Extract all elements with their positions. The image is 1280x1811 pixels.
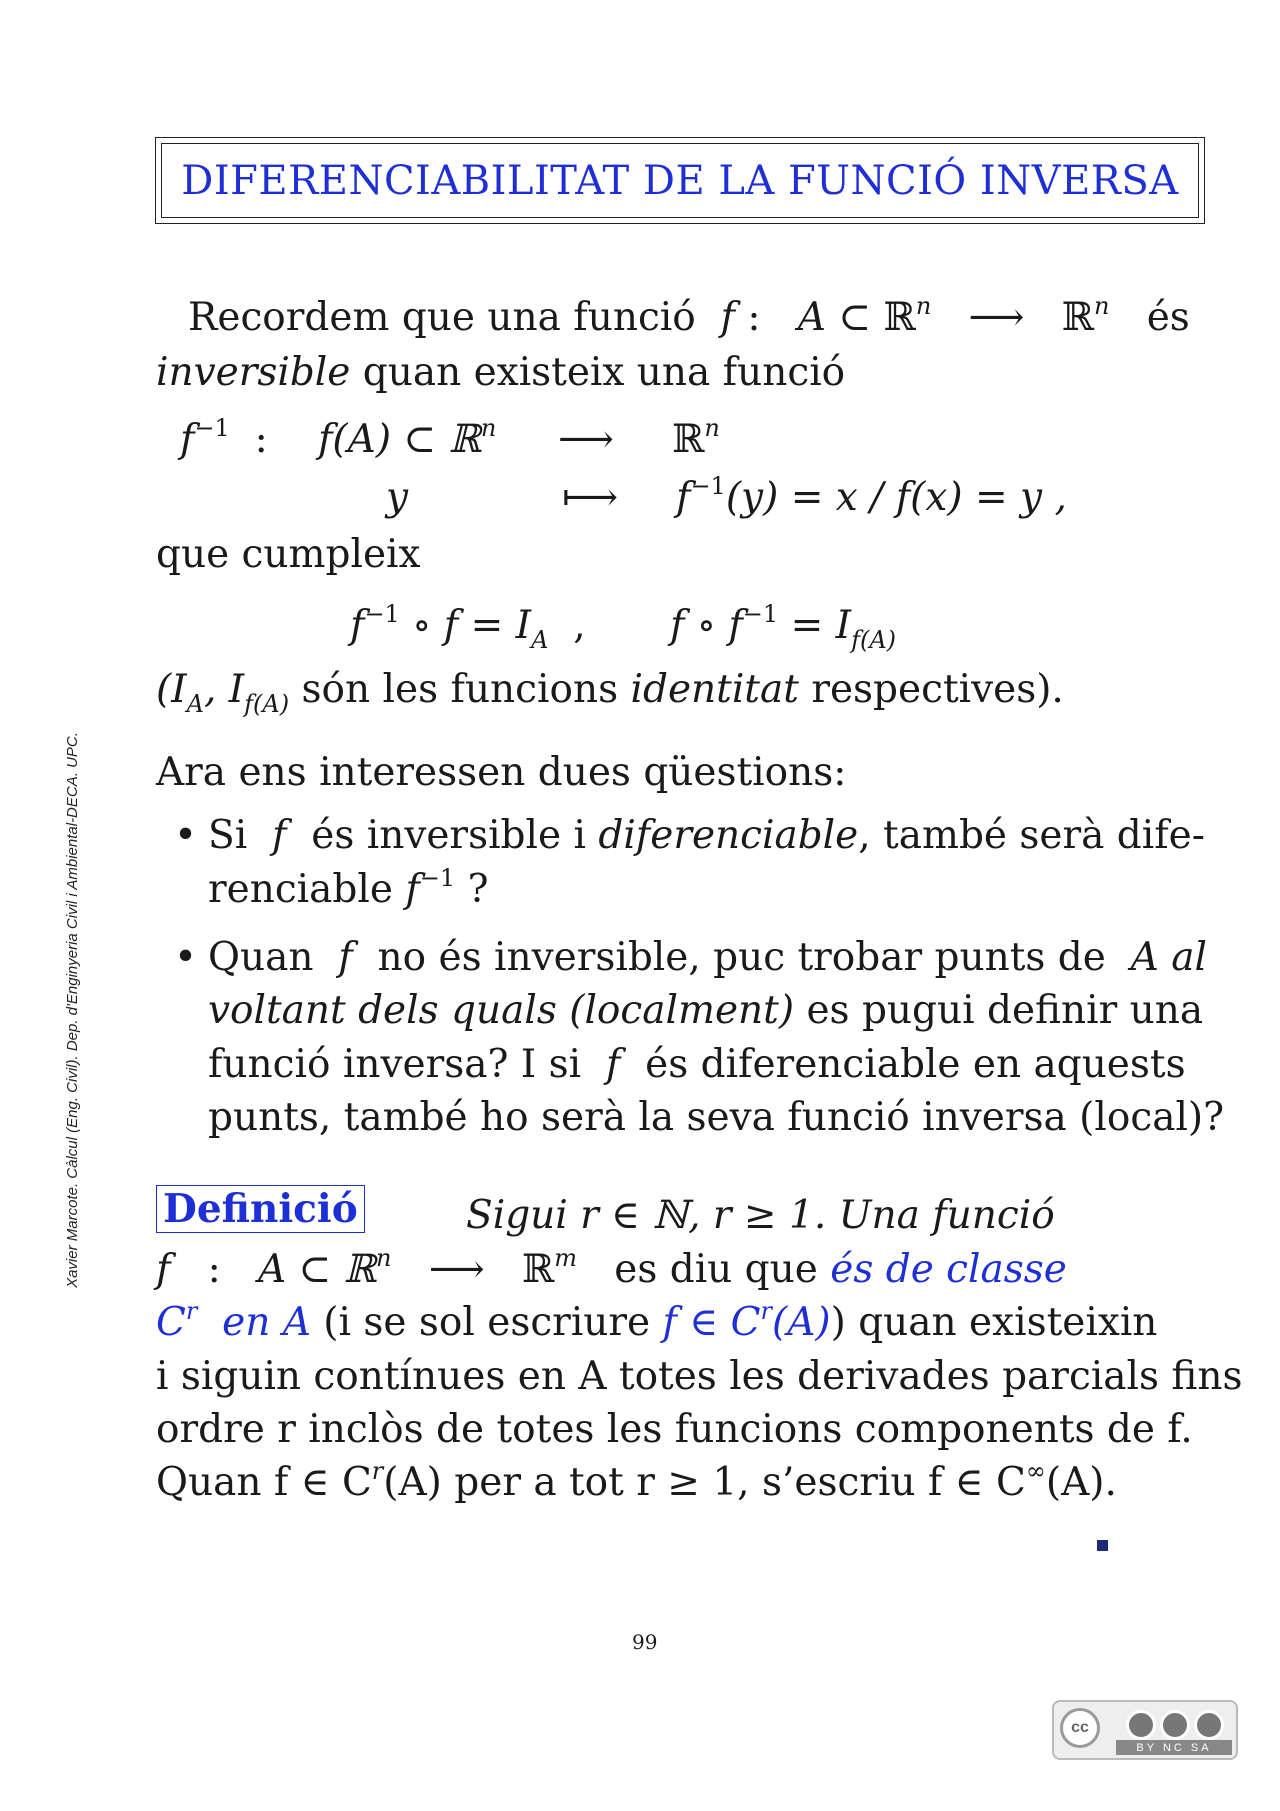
question-2-line-2: voltant dels quals (localment) es pugui definir una xyxy=(208,988,1204,1033)
definition-line-4: i siguin contínues en A totes les derivades parcials fins xyxy=(156,1354,1243,1399)
definition-line-5: ordre r inclòs de totes les funcions components de f. xyxy=(156,1407,1193,1452)
definition-line-2: f : A ⊂ ℝ$^n$ ⟶ ℝ$^m$ es diu que és de classe xyxy=(156,1244,1067,1292)
side-note: Xavier Marcote. Càlcul (Eng. Civil). Dep. d'Enginyeria Civil i Ambiental-DECA. UPC. xyxy=(64,732,81,1288)
inverse-def-domain: f(A) ⊂ ℝ$^n$ xyxy=(318,414,497,462)
title-box xyxy=(155,137,1205,224)
share-alike-icon xyxy=(1194,1710,1224,1740)
cc-icon: cc xyxy=(1060,1708,1100,1748)
question-2-line-1: Quan f no és inversible, puc trobar punts de A al xyxy=(208,935,1207,980)
question-2-line-4: punts, també ho serà la seva funció inversa (local)? xyxy=(208,1095,1225,1140)
noncommercial-icon xyxy=(1160,1710,1190,1740)
bullet-1: • xyxy=(174,813,198,858)
inverse-def-arrow: ⟶ xyxy=(558,417,614,462)
end-of-definition-square xyxy=(1097,1540,1108,1551)
question-1-line-2: renciable $f^{-1}$ ? xyxy=(208,864,489,912)
questions-intro: Ara ens interessen dues qüestions: xyxy=(156,750,847,795)
license-labels: BY NC SA xyxy=(1116,1740,1232,1755)
identities-line: ($I_A$, $I_{f(A)}$ són les funcions identitat respectives). xyxy=(156,667,1064,718)
inverse-def-y: y xyxy=(386,475,409,520)
inverse-def-line-1: $f^{-1}$ : xyxy=(180,414,268,462)
bullet-2: • xyxy=(174,935,198,980)
cc-license-badge[interactable] xyxy=(1052,1700,1238,1760)
inverse-def-mapsto: ⟼ xyxy=(562,475,618,520)
inverse-def-codomain: ℝ$^n$ xyxy=(672,414,720,462)
composition-left: $f^{-1}$ ∘ $f = I_A$ , xyxy=(350,600,586,654)
intro-line-1: Recordem que una funció f : A ⊂ ℝ$^n$ ⟶ ℝ$^n$ és xyxy=(188,292,1190,340)
by-icon xyxy=(1126,1710,1156,1740)
definition-line-6: Quan f ∈ $C^r(A)$ per a tot r ≥ 1, s’escriu f ∈ C∞(A). xyxy=(156,1457,1117,1505)
definition-label: Definició xyxy=(156,1185,365,1233)
cumpleix-text: que cumpleix xyxy=(156,532,421,577)
inverse-def-rule: $f^{-1}(y) = x / f(x) = y$ , xyxy=(676,472,1067,520)
composition-right: f ∘ $f^{-1} = I_{f(A)}$ xyxy=(670,600,897,654)
definition-line-1 xyxy=(156,1186,365,1232)
definition-line-3: $C^r$ en A (i se sol escriure f ∈ $C^r(A)$) quan existeixin xyxy=(156,1297,1158,1345)
page-title: DIFERENCIABILITAT DE LA FUNCIÓ INVERSA xyxy=(161,143,1199,218)
definition-line-1-text: Sigui r ∈ ℕ, r ≥ 1. Una funció xyxy=(466,1193,1055,1238)
intro-line-2: inversible quan existeix una funció xyxy=(156,350,846,395)
question-2-line-3: funció inversa? I si f és diferenciable en aquests xyxy=(208,1042,1186,1087)
page-number: 99 xyxy=(632,1630,658,1654)
question-1-line-1: Si f és inversible i diferenciable, també serà dife- xyxy=(208,813,1205,858)
